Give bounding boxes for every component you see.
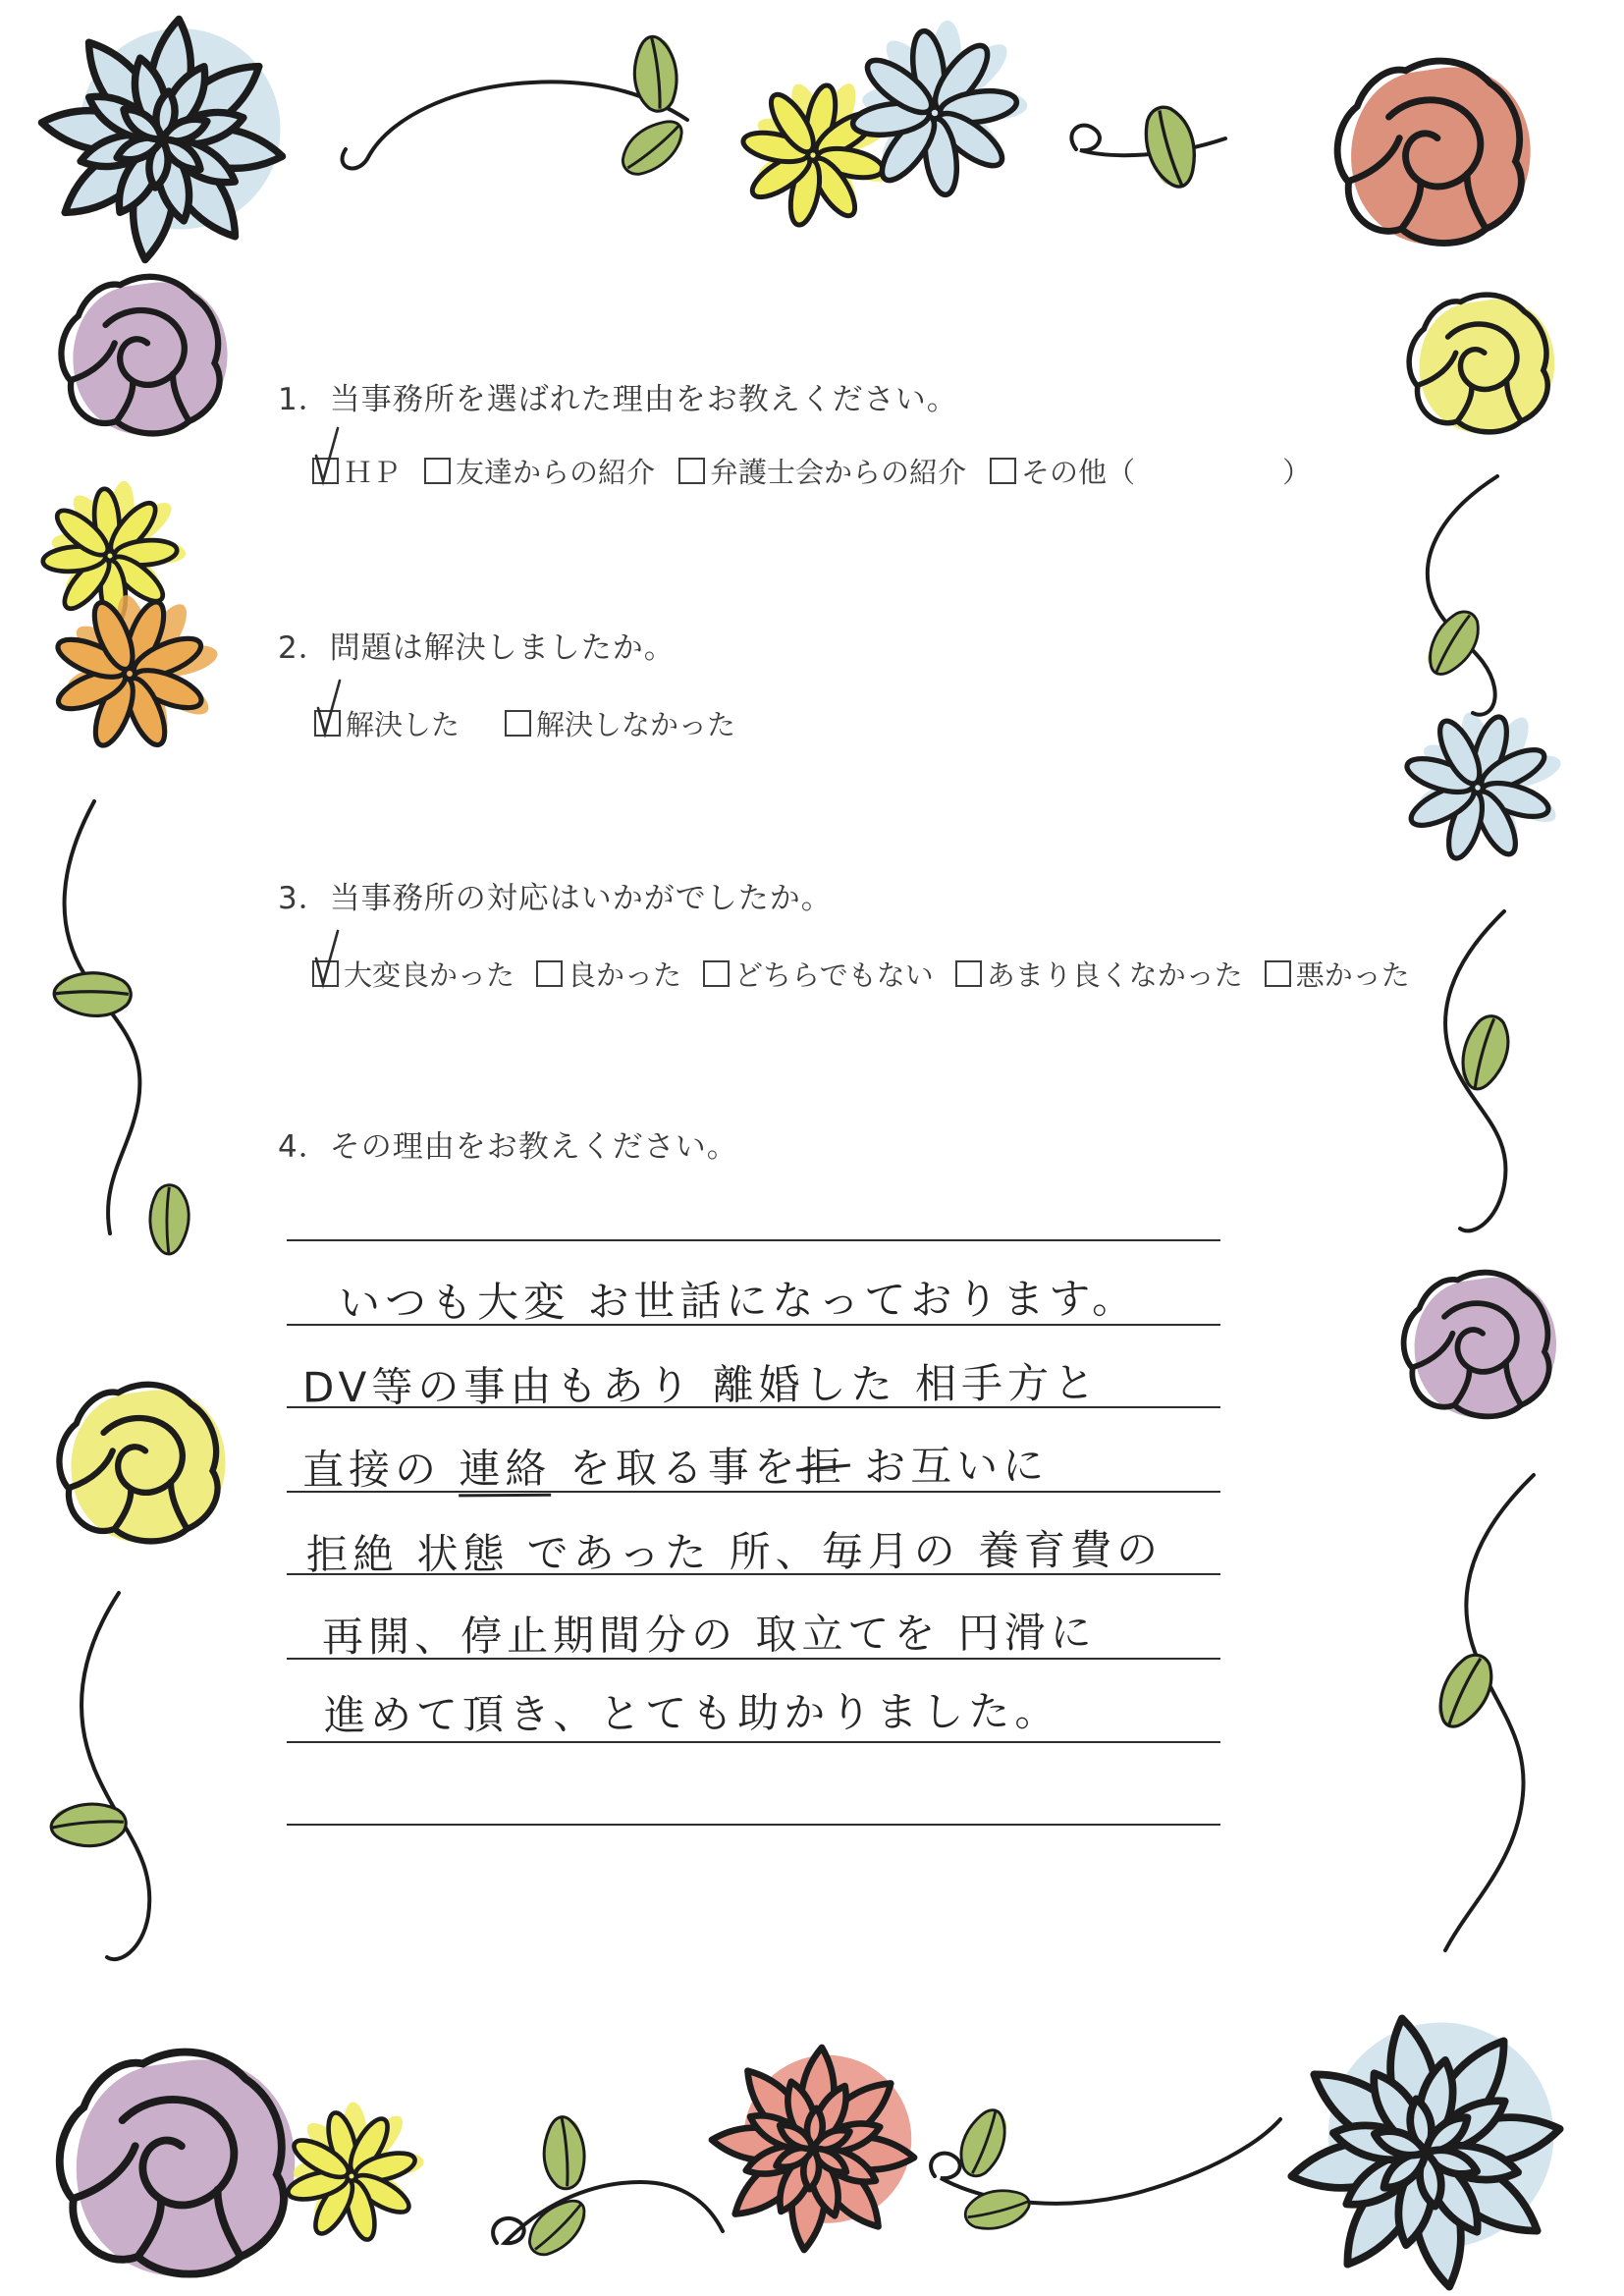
option-bad bbox=[1265, 954, 1410, 994]
checkbox-other[interactable] bbox=[990, 458, 1016, 484]
option-good bbox=[536, 954, 681, 994]
question-1-title: 1．当事務所を選ばれた理由をお教えください。 bbox=[278, 382, 958, 417]
option-not-so-good bbox=[955, 954, 1243, 994]
handwritten-checkmark-icon bbox=[312, 424, 342, 487]
checkbox-not-solved[interactable] bbox=[505, 710, 531, 737]
checkbox-friend-referral[interactable] bbox=[424, 458, 451, 484]
option-hp bbox=[312, 451, 401, 491]
option-label: ＨＰ bbox=[344, 456, 402, 489]
question-3-options bbox=[312, 954, 1410, 994]
handwritten-line: 直接の 連絡 を取る事を拒 お互いに bbox=[302, 1434, 1049, 1498]
handwritten-line: 再開、停止期間分の 取立てを 円滑に bbox=[321, 1608, 1097, 1662]
option-label: 解決した bbox=[346, 708, 460, 741]
question-2-title: 2．問題は解決しましたか。 bbox=[278, 630, 676, 666]
checkbox-solved[interactable] bbox=[314, 710, 341, 737]
question-2-options bbox=[314, 703, 735, 743]
handwritten-checkmark-icon bbox=[314, 677, 344, 739]
option-label-close-paren: ） bbox=[1282, 456, 1312, 489]
option-label: 良かった bbox=[568, 958, 682, 992]
ruled-line bbox=[287, 1239, 1220, 1241]
option-label: どちらでもない bbox=[734, 958, 934, 992]
ruled-line bbox=[287, 1824, 1220, 1826]
handwritten-line: いつも大変 お世話になっております。 bbox=[338, 1274, 1139, 1328]
checkbox-hp[interactable] bbox=[312, 458, 339, 484]
option-very-good bbox=[312, 954, 514, 994]
handwritten-line: DV等の事由もあり 離婚した 相手方と bbox=[301, 1358, 1101, 1412]
checkbox-not-so-good[interactable] bbox=[955, 960, 982, 987]
handwritten-checkmark-icon bbox=[312, 927, 342, 990]
question-3-title: 3．当事務所の対応はいかがでしたか。 bbox=[278, 881, 833, 916]
handwritten-line: 進めて頂き、とても助かりました。 bbox=[323, 1686, 1061, 1740]
option-label: 友達からの紹介 bbox=[456, 456, 656, 489]
option-label: あまり良くなかった bbox=[986, 958, 1243, 992]
option-label: 大変良かった bbox=[344, 958, 515, 992]
checkbox-very-good[interactable] bbox=[312, 960, 339, 987]
option-neutral bbox=[703, 954, 934, 994]
handwritten-line: 拒絶 状態 であった 所、毎月の 養育費の bbox=[305, 1525, 1164, 1579]
question-4-title: 4．その理由をお教えください。 bbox=[278, 1129, 738, 1165]
checkbox-good[interactable] bbox=[536, 960, 563, 987]
checkbox-bar-association-referral[interactable] bbox=[678, 458, 705, 484]
option-bar-association-referral bbox=[678, 451, 966, 491]
option-friend-referral bbox=[424, 451, 655, 491]
option-label: 解決しなかった bbox=[536, 708, 736, 741]
question-1-options bbox=[312, 451, 1311, 491]
option-label: その他（ bbox=[1021, 456, 1136, 489]
option-label: 悪かった bbox=[1295, 958, 1410, 992]
option-other bbox=[990, 451, 1311, 491]
checkbox-neutral[interactable] bbox=[703, 960, 730, 987]
checkbox-bad[interactable] bbox=[1265, 960, 1291, 987]
option-label: 弁護士会からの紹介 bbox=[710, 456, 967, 489]
option-not-solved bbox=[505, 703, 735, 743]
option-solved bbox=[314, 703, 460, 743]
